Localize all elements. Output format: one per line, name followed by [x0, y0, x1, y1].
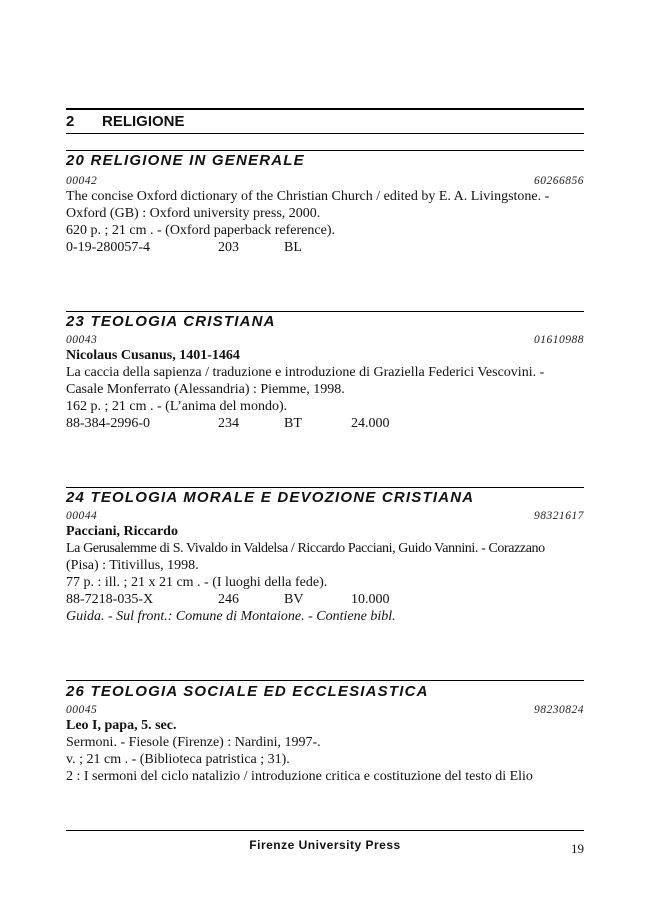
entry-description-line: 162 p. ; 21 cm . - (L’anima del mondo).: [66, 399, 288, 414]
entry-author: Pacciani, Riccardo: [66, 524, 178, 539]
entry-number: 00044: [66, 510, 98, 522]
top-rule: [66, 108, 584, 110]
entry-number: 00045: [66, 704, 98, 716]
location-code: BV: [284, 592, 304, 607]
isbn: 88-7218-035-X: [66, 592, 154, 607]
isbn: 0-19-280057-4: [66, 240, 150, 255]
section-heading: 23 TEOLOGIA CRISTIANA: [66, 313, 276, 330]
class-code: 234: [218, 416, 239, 431]
location-code: BT: [284, 416, 302, 431]
section-rule: [66, 680, 584, 681]
chapter-heading: [66, 113, 185, 130]
location-code: BL: [284, 240, 302, 255]
section-rule: [66, 487, 584, 488]
entry-publication-line: Casale Monferrato (Alessandria) : Piemme, 1998.: [66, 382, 345, 397]
entry-meta: [66, 334, 584, 346]
footer-rule: [66, 830, 584, 831]
entry-title-line: The concise Oxford dictionary of the Christian Church / edited by E. A. Livingstone. -: [66, 189, 550, 204]
section-rule: [66, 311, 584, 312]
entry-publication-line: Oxford (GB) : Oxford university press, 2000.: [66, 206, 321, 221]
class-code: 203: [218, 240, 239, 255]
chapter-number: 2: [66, 113, 75, 130]
entry-description-line: 77 p. : ill. ; 21 x 21 cm . - (I luoghi della fede).: [66, 575, 328, 590]
entry-meta: [66, 510, 584, 522]
record-id: 98230824: [534, 704, 584, 716]
entry-note: Guida. - Sul front.: Comune di Montaione. - Contiene bibl.: [66, 609, 396, 624]
entry-meta: [66, 175, 584, 187]
entry-isbn-row: [66, 240, 584, 258]
chapter-title: RELIGIONE: [102, 113, 185, 130]
footer-publisher: Firenze University Press: [249, 838, 401, 852]
entry-description-line: v. ; 21 cm . - (Biblioteca patristica ; 31).: [66, 752, 290, 767]
entry-author: Nicolaus Cusanus, 1401-1464: [66, 348, 240, 363]
entry-meta: [66, 704, 584, 716]
isbn: 88-384-2996-0: [66, 416, 150, 431]
class-code: 246: [218, 592, 239, 607]
chapter-rule: [66, 133, 584, 134]
entry-title-line: La caccia della sapienza / traduzione e introduzione di Graziella Federici Vescovini. -: [66, 365, 545, 380]
price: 10.000: [351, 592, 390, 607]
entry-description-line: 620 p. ; 21 cm . - (Oxford paperback reference).: [66, 223, 335, 238]
record-id: 60266856: [534, 175, 584, 187]
entry-isbn-row: [66, 416, 584, 434]
entry-number: 00043: [66, 334, 98, 346]
section-heading: 20 RELIGIONE IN GENERALE: [66, 152, 305, 169]
section-rule: [66, 150, 584, 151]
entry-number: 00042: [66, 175, 98, 187]
record-id: 01610988: [534, 334, 584, 346]
record-id: 98321617: [534, 510, 584, 522]
price: 24.000: [351, 416, 390, 431]
entry-publication-line: (Pisa) : Titivillus, 1998.: [66, 558, 199, 573]
page-number: 19: [571, 841, 584, 856]
entry-isbn-row: [66, 592, 584, 610]
entry-title-line: La Gerusalemme di S. Vivaldo in Valdelsa / Riccardo Pacciani, Guido Vannini. - Corazzano: [66, 541, 545, 556]
section-heading: 26 TEOLOGIA SOCIALE ED ECCLESIASTICA: [66, 683, 429, 700]
section-heading: 24 TEOLOGIA MORALE E DEVOZIONE CRISTIANA: [66, 489, 475, 506]
entry-publication-line: Sermoni. - Fiesole (Firenze) : Nardini, 1997-.: [66, 735, 321, 750]
entry-volume-line: 2 : I sermoni del ciclo natalizio / introduzione critica e costituzione del testo di Elio: [66, 769, 533, 784]
entry-author: Leo I, papa, 5. sec.: [66, 718, 177, 733]
